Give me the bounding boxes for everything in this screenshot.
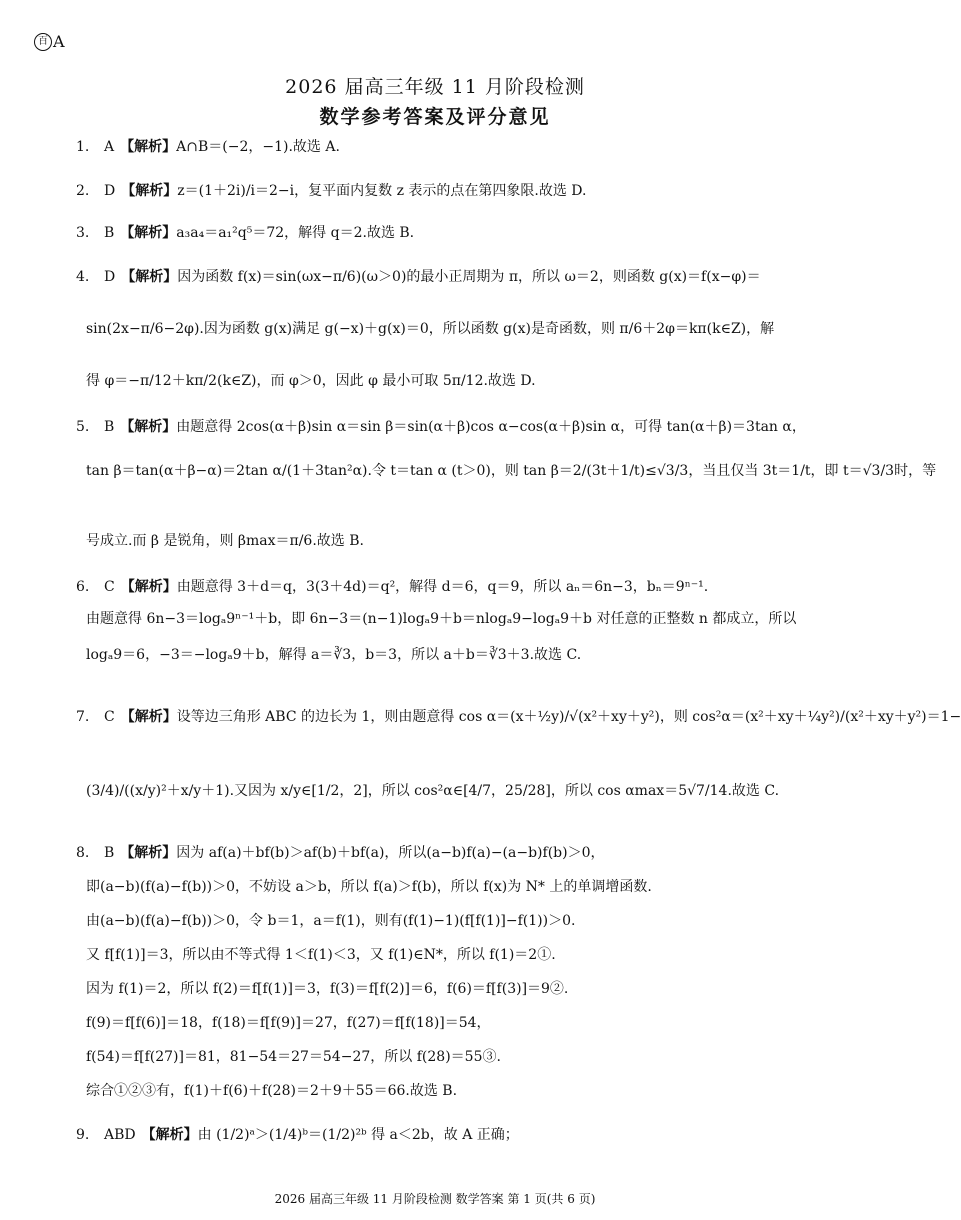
- analysis-tag: 【解析】: [121, 183, 178, 199]
- question-number: 8.: [76, 845, 90, 861]
- analysis-tag: 【解析】: [141, 1127, 198, 1143]
- analysis-text: 由题意得 3＋d＝q，3(3＋4d)＝q²，解得 d＝6，q＝9，所以 aₙ＝6n−3，bₙ＝9ⁿ⁻¹.: [176, 579, 709, 595]
- question-number: 7.: [76, 709, 90, 725]
- answer-choice: C: [104, 579, 115, 595]
- analysis-text: a₃a₄＝a₁²q⁵＝72，解得 q＝2.故选 B.: [176, 225, 415, 241]
- analysis-text: 设等边三角形 ABC 的边长为 1，则由题意得 cos α＝(x＋½y)/√(x²＋xy＋y²)，则 cos²α＝(x²＋xy＋¼y²)/(x²＋xy＋y²)＝1−: [176, 709, 961, 725]
- answer-8-cont-3: 又 f[f(1)]＝3，所以由不等式得 1＜f(1)＜3，又 f(1)∈N*，所以 f(1)＝2①.: [86, 947, 556, 963]
- answer-6-cont-1: 由题意得 6n−3＝logₐ9ⁿ⁻¹＋b，即 6n−3＝(n−1)logₐ9＋b＝nlogₐ9−logₐ9＋b 对任意的正整数 n 都成立，所以: [86, 611, 797, 627]
- answer-6: [76, 576, 806, 596]
- answer-6-cont-2: logₐ9＝6，−3＝−logₐ9＋b，解得 a＝∛3，b＝3，所以 a＋b＝∛3＋3.故选 C.: [86, 647, 582, 663]
- question-number: 2.: [76, 183, 90, 199]
- answer-4-cont-2: 得 φ＝−π/12＋kπ/2(k∈Z)，而 φ＞0，因此 φ 最小可取 5π/12.故选 D.: [86, 373, 536, 389]
- answer-choice: C: [104, 709, 115, 725]
- answer-choice: D: [104, 183, 116, 199]
- answer-5: [76, 416, 806, 436]
- answer-8-cont-4: 因为 f(1)＝2，所以 f(2)＝f[f(1)]＝3，f(3)＝f[f(2)]＝6，f(6)＝f[f(3)]＝9②.: [86, 981, 569, 997]
- exam-title: 2026 届高三年级 11 月阶段检测: [285, 76, 585, 98]
- analysis-tag: 【解析】: [120, 139, 177, 155]
- analysis-tag: 【解析】: [121, 269, 178, 285]
- answer-1: [76, 136, 806, 156]
- answer-choice: ABD: [104, 1127, 136, 1143]
- mark-letter: A: [53, 32, 65, 51]
- answer-choice: A: [104, 139, 115, 155]
- answer-8-cont-2: 由(a−b)(f(a)−f(b))＞0，令 b＝1，a＝f(1)，则有(f(1)−1)(f[f(1)]−f(1))＞0.: [86, 913, 576, 929]
- answer-8-cont-6: f(54)＝f[f(27)]＝81，81−54＝27＝54−27，所以 f(28)＝55③.: [86, 1049, 501, 1065]
- page-footer: 2026 届高三年级 11 月阶段检测 数学答案 第 1 页(共 6 页): [274, 1192, 596, 1206]
- analysis-text: A∩B＝(−2，−1).故选 A.: [176, 139, 340, 155]
- question-number: 1.: [76, 139, 90, 155]
- answer-7: [76, 706, 961, 726]
- analysis-tag: 【解析】: [120, 419, 177, 435]
- answer-7-cont-1: (3/4)/((x/y)²＋x/y＋1).又因为 x/y∈[1/2，2]，所以 cos²α∈[4/7，25/28]，所以 cos αmax＝5√7/14.故选 C.: [86, 783, 780, 799]
- answer-5-cont-2: 号成立.而 β 是锐角，则 βmax＝π/6.故选 B.: [86, 533, 364, 549]
- answer-8-cont-5: f(9)＝f[f(6)]＝18，f(18)＝f[f(9)]＝27，f(27)＝f[f(18)]＝54，: [86, 1015, 491, 1031]
- answer-8: [76, 842, 806, 862]
- answer-3: [76, 222, 806, 242]
- answer-8-cont-1: 即(a−b)(f(a)−f(b))＞0，不妨设 a＞b，所以 f(a)＞f(b)，所以 f(x)为 N* 上的单调增函数.: [86, 879, 652, 895]
- circle-mark: 百: [34, 33, 52, 51]
- answer-title: 数学参考答案及评分意见: [319, 106, 551, 128]
- answer-choice: B: [104, 845, 115, 861]
- question-number: 6.: [76, 579, 90, 595]
- question-number: 9.: [76, 1127, 90, 1143]
- answer-5-cont-1: tan β＝tan(α＋β−α)＝2tan α/(1＋3tan²α).令 t＝tan α (t＞0)，则 tan β＝2/(3t＋1/t)≤√3/3，当且仅当 3t＝1/t，即 t＝√3/3时，等: [86, 463, 937, 479]
- analysis-text: 因为函数 f(x)＝sin(ωx−π/6)(ω＞0)的最小正周期为 π，所以 ω＝2，则函数 g(x)＝f(x−φ)＝: [177, 269, 761, 285]
- analysis-text: 由 (1/2)ᵃ＞(1/4)ᵇ＝(1/2)²ᵇ 得 a＜2b，故 A 正确；: [197, 1127, 519, 1143]
- answer-8-cont-7: 综合①②③有，f(1)＋f(6)＋f(28)＝2＋9＋55＝66.故选 B.: [86, 1083, 458, 1099]
- paper-mark: [34, 32, 65, 51]
- analysis-text: 因为 af(a)＋bf(b)＞af(b)＋bf(a)，所以(a−b)f(a)−(a−b)f(b)＞0，: [176, 845, 605, 861]
- answer-choice: D: [104, 269, 116, 285]
- answer-choice: B: [104, 225, 115, 241]
- analysis-text: 由题意得 2cos(α＋β)sin α＝sin β＝sin(α＋β)cos α−cos(α＋β)sin α，可得 tan(α＋β)＝3tan α，: [176, 419, 806, 435]
- answer-4-cont-1: sin(2x−π/6−2φ).因为函数 g(x)满足 g(−x)＋g(x)＝0，所以函数 g(x)是奇函数，则 π/6＋2φ＝kπ(k∈Z)，解: [86, 321, 775, 337]
- question-number: 3.: [76, 225, 90, 241]
- answer-choice: B: [104, 419, 115, 435]
- answer-9: [76, 1124, 806, 1144]
- analysis-tag: 【解析】: [120, 225, 177, 241]
- question-number: 5.: [76, 419, 90, 435]
- answer-2: [76, 180, 806, 200]
- question-number: 4.: [76, 269, 90, 285]
- answer-4: [76, 266, 806, 286]
- analysis-tag: 【解析】: [120, 845, 177, 861]
- analysis-tag: 【解析】: [120, 579, 177, 595]
- analysis-text: z＝(1＋2i)/i＝2−i，复平面内复数 z 表示的点在第四象限.故选 D.: [177, 183, 587, 199]
- analysis-tag: 【解析】: [120, 709, 177, 725]
